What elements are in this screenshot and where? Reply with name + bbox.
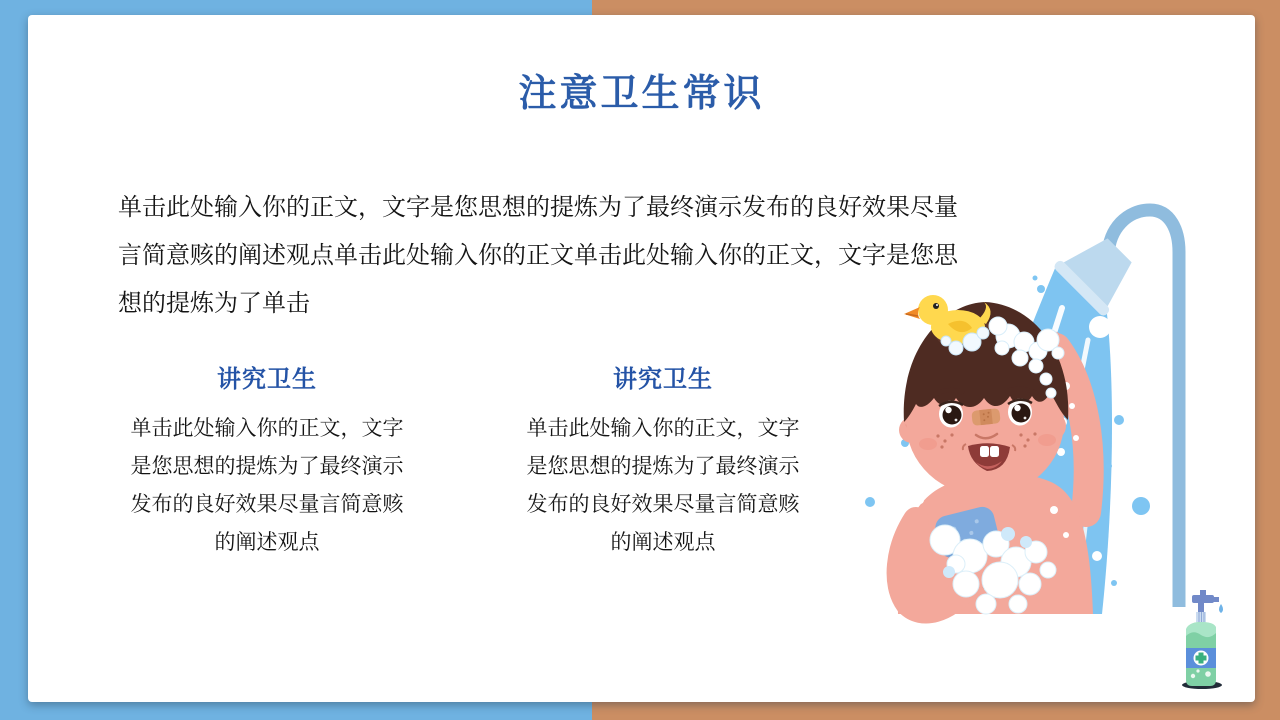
column-2-heading: 讲究卫生 <box>613 366 713 393</box>
column-1 <box>121 365 413 561</box>
column-1-heading: 讲究卫生 <box>217 366 317 393</box>
nose-bandage <box>971 408 1000 426</box>
slide-title: 注意卫生常识 <box>518 73 765 115</box>
column-2-body: 单击此处输入你的正文，文字是您思想的提炼为了最终演示发布的良好效果尽量言简意赅的阐述观点 <box>526 416 800 554</box>
sanitizer-bottle-icon <box>1182 590 1223 689</box>
body-paragraph: 单击此处输入你的正文，文字是您思想的提炼为了最终演示发布的良好效果尽量言简意赅的阐述观点单击此处输入你的正文单击此处输入你的正文，文字是您思想的提炼为了单击 <box>118 195 958 317</box>
column-2 <box>517 365 809 561</box>
baby-shower-illustration <box>850 190 1260 710</box>
column-1-body: 单击此处输入你的正文，文字是您思想的提炼为了最终演示发布的良好效果尽量言简意赅的阐述观点 <box>130 416 404 554</box>
